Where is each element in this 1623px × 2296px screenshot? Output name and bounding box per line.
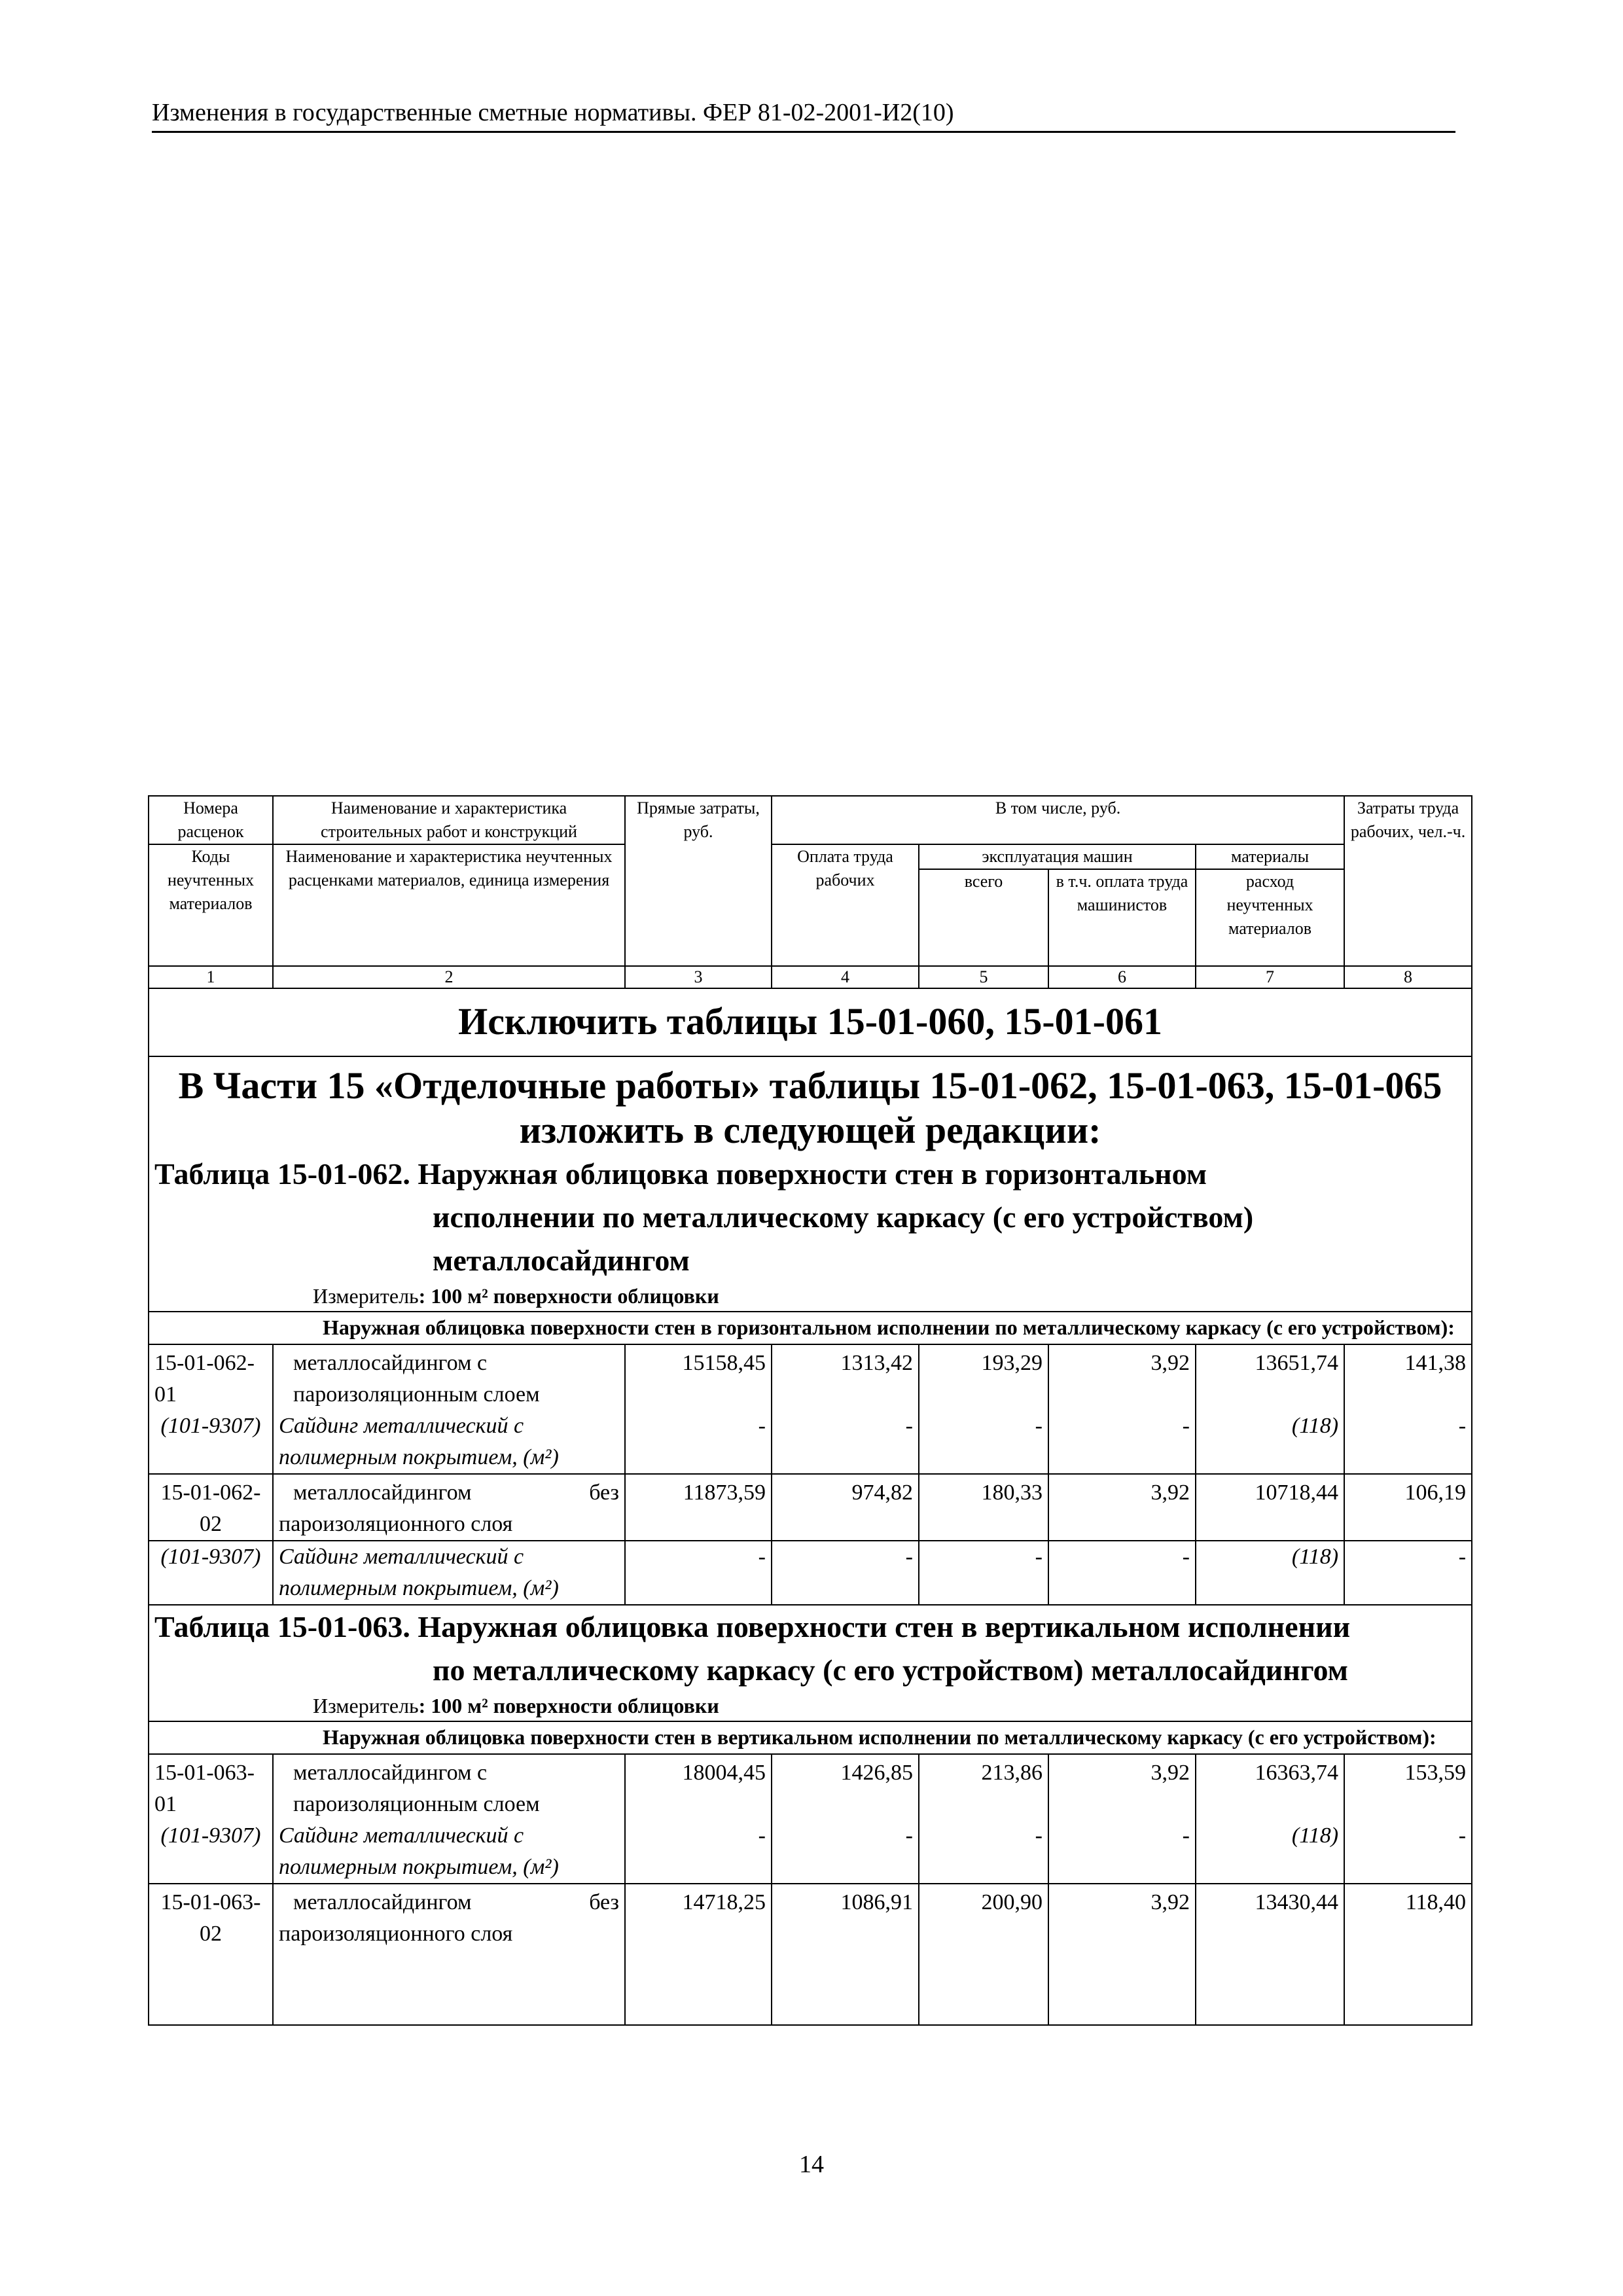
material-consumption: (118) <box>1196 1541 1344 1605</box>
col-number: 6 <box>1048 966 1196 988</box>
material-value: - <box>1344 1820 1472 1884</box>
rate-name: металлосайдингом без пароизоляционного слоя <box>273 1474 625 1541</box>
header-including: В том числе, руб. <box>772 796 1344 844</box>
material-code: (101-9307) <box>149 1410 273 1474</box>
direct-cost: 11873,59 <box>625 1474 772 1541</box>
header-col6: в т.ч. оплата труда машинистов <box>1048 869 1196 966</box>
material-name: Сайдинг металлический с полимерным покрытием, (м²) <box>273 1820 625 1884</box>
col-number: 1 <box>149 966 273 988</box>
table-063-group: Наружная облицовка поверхности стен в вертикальном исполнении по металлическому каркасу (с его устройством): <box>273 1721 1472 1754</box>
page-number: 14 <box>799 2151 824 2178</box>
table-062-measure: Измеритель: 100 м² поверхности облицовки <box>149 1282 1472 1312</box>
materials-cost: 10718,44 <box>1196 1474 1344 1541</box>
material-value: - <box>772 1820 919 1884</box>
machines-total: 193,29 <box>919 1344 1048 1410</box>
table-row <box>149 1474 1472 1541</box>
rate-name: металлосайдингом с пароизоляционным слоем <box>273 1754 625 1820</box>
labor-pay: 1086,91 <box>772 1884 919 2025</box>
table-row <box>149 1884 1472 2025</box>
material-value: - <box>919 1541 1048 1605</box>
material-value: - <box>1048 1410 1196 1474</box>
direct-cost: 15158,45 <box>625 1344 772 1410</box>
table-row <box>149 1344 1472 1410</box>
col-number: 5 <box>919 966 1048 988</box>
material-value: - <box>1344 1410 1472 1474</box>
labor-pay: 1426,85 <box>772 1754 919 1820</box>
material-code: (101-9307) <box>149 1541 273 1605</box>
material-value: - <box>1048 1820 1196 1884</box>
table-062-title-line3: металлосайдингом <box>433 1244 690 1277</box>
col-number: 2 <box>273 966 625 988</box>
table-row <box>149 1410 1472 1474</box>
labor-hours: 118,40 <box>1344 1884 1472 2025</box>
header-col4: Оплата труда рабочих <box>772 844 919 966</box>
table-063-title-line2: по металлическому каркасу (с его устройством) металлосайдингом <box>433 1653 1348 1687</box>
header-col1-top: Номера расценок <box>149 796 273 844</box>
part15-notice-line2: изложить в следующей редакции: <box>519 1109 1101 1151</box>
materials-cost: 16363,74 <box>1196 1754 1344 1820</box>
table-063-title-line1: Таблица 15-01-063. Наружная облицовка поверхности стен в вертикальном исполнении <box>154 1610 1351 1643</box>
table-063-measure: Измеритель: 100 м² поверхности облицовки <box>149 1692 1472 1721</box>
material-value: - <box>919 1410 1048 1474</box>
header-rule <box>152 131 1455 133</box>
header-col3: Прямые затраты, руб. <box>625 796 772 966</box>
machines-total: 213,86 <box>919 1754 1048 1820</box>
header-materials: материалы <box>1196 844 1344 869</box>
header-col1-bottom: Коды неучтенных материалов <box>149 844 273 966</box>
machines-total: 180,33 <box>919 1474 1048 1541</box>
rate-code: 15-01-062-02 <box>149 1474 273 1541</box>
material-value: - <box>1344 1541 1472 1605</box>
rate-code: 15-01-063-01 <box>149 1754 273 1820</box>
table-062-title-line2: исполнении по металлическому каркасу (с его устройством) <box>433 1200 1254 1234</box>
header-col8: Затраты труда рабочих, чел.-ч. <box>1344 796 1472 966</box>
material-name: Сайдинг металлический с полимерным покрытием, (м²) <box>273 1410 625 1474</box>
table-062-title <box>149 1153 1472 1282</box>
material-value: - <box>772 1410 919 1474</box>
col-number: 7 <box>1196 966 1344 988</box>
labor-hours: 141,38 <box>1344 1344 1472 1410</box>
table-row <box>149 1820 1472 1884</box>
col-number: 3 <box>625 966 772 988</box>
labor-pay: 1313,42 <box>772 1344 919 1410</box>
material-value: - <box>625 1541 772 1605</box>
material-value: - <box>1048 1541 1196 1605</box>
machinists-pay: 3,92 <box>1048 1474 1196 1541</box>
header-col5: всего <box>919 869 1048 966</box>
direct-cost: 14718,25 <box>625 1884 772 2025</box>
labor-pay: 974,82 <box>772 1474 919 1541</box>
rate-name: металлосайдингом с пароизоляционным слоем <box>273 1344 625 1410</box>
materials-cost: 13430,44 <box>1196 1884 1344 2025</box>
rate-code: 15-01-063-02 <box>149 1884 273 2025</box>
machinists-pay: 3,92 <box>1048 1884 1196 2025</box>
material-code: (101-9307) <box>149 1820 273 1884</box>
header-col2-bottom: Наименование и характеристика неучтенных расценками материалов, единица измерения <box>273 844 625 966</box>
direct-cost: 18004,45 <box>625 1754 772 1820</box>
labor-hours: 153,59 <box>1344 1754 1472 1820</box>
header-col2-top: Наименование и характеристика строительных работ и конструкций <box>273 796 625 844</box>
machinists-pay: 3,92 <box>1048 1754 1196 1820</box>
part15-notice-line1: В Части 15 «Отделочные работы» таблицы 15-01-062, 15-01-063, 15-01-065 <box>178 1064 1442 1107</box>
exclude-notice: Исключить таблицы 15-01-060, 15-01-061 <box>149 988 1472 1056</box>
material-value: - <box>625 1820 772 1884</box>
table-063-title <box>149 1605 1472 1692</box>
rate-code: 15-01-062-01 <box>149 1344 273 1410</box>
estimate-table <box>148 795 1472 2026</box>
material-name: Сайдинг металлический с полимерным покрытием, (м²) <box>273 1541 625 1605</box>
header-col7: расход неучтенных материалов <box>1196 869 1344 966</box>
material-value: - <box>772 1541 919 1605</box>
machines-total: 200,90 <box>919 1884 1048 2025</box>
material-value: - <box>625 1410 772 1474</box>
material-consumption: (118) <box>1196 1820 1344 1884</box>
materials-cost: 13651,74 <box>1196 1344 1344 1410</box>
labor-hours: 106,19 <box>1344 1474 1472 1541</box>
table-row <box>149 1754 1472 1820</box>
table-062-group: Наружная облицовка поверхности стен в горизонтальном исполнении по металлическому каркасу (с его устройством): <box>273 1312 1472 1344</box>
table-062-title-line1: Таблица 15-01-062. Наружная облицовка поверхности стен в горизонтальном <box>154 1157 1207 1191</box>
col-number: 4 <box>772 966 919 988</box>
machinists-pay: 3,92 <box>1048 1344 1196 1410</box>
table-row <box>149 1541 1472 1605</box>
material-value: - <box>919 1820 1048 1884</box>
material-consumption: (118) <box>1196 1410 1344 1474</box>
header-machines: эксплуатация машин <box>919 844 1196 869</box>
rate-name: металлосайдингом без пароизоляционного слоя <box>273 1884 625 2025</box>
col-number: 8 <box>1344 966 1472 988</box>
document-header: Изменения в государственные сметные нормативы. ФЕР 81-02-2001-И2(10) <box>152 99 954 126</box>
part15-notice <box>149 1056 1472 1153</box>
